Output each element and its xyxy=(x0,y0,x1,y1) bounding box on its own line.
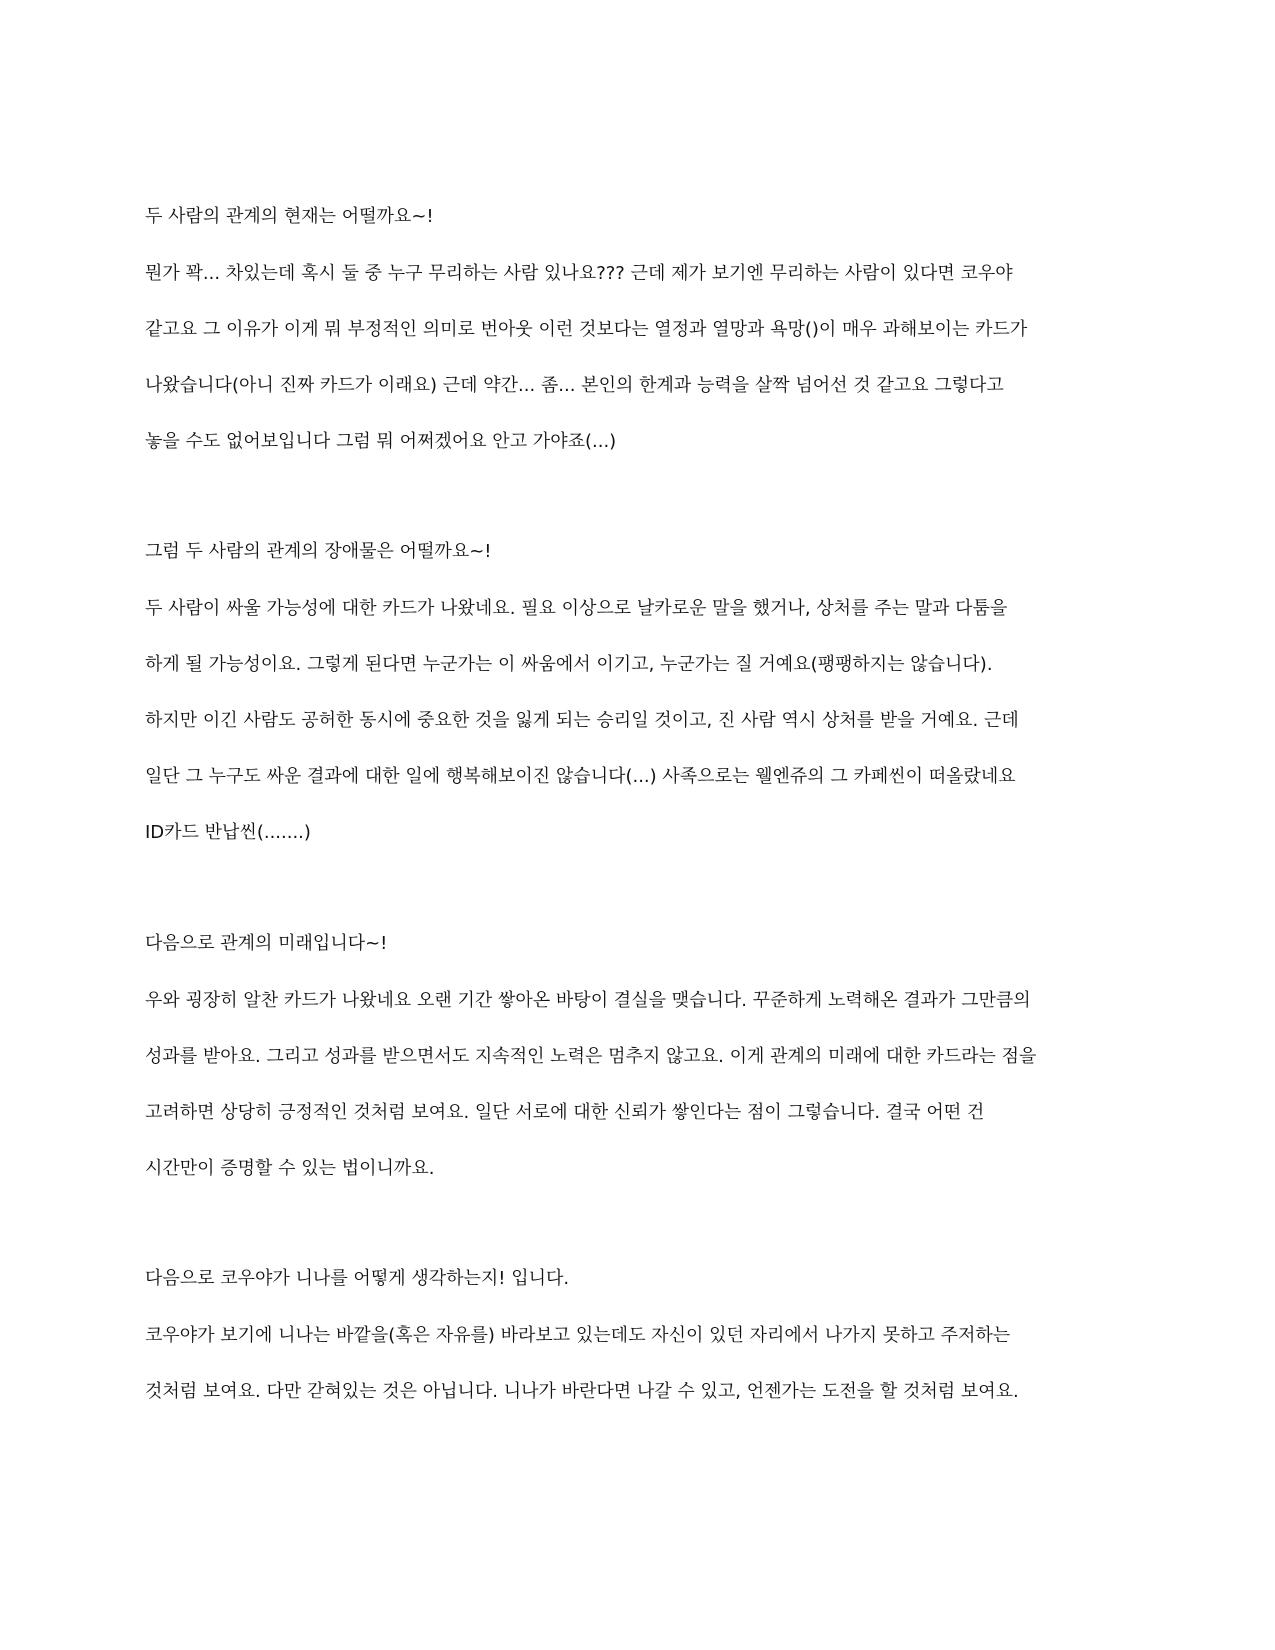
paragraph-line: 일단 그 누구도 싸운 결과에 대한 일에 행복해보이진 않습니다(...) 사족으로는 웰엔쥬의 그 카페씬이 떠올랐네요 xyxy=(145,766,1016,787)
paragraph-line: 나왔습니다(아니 진짜 카드가 이래요) 근데 약간... 좀... 본인의 한계과 능력을 살짝 넘어선 것 같고요 그렇다고 xyxy=(145,375,1004,396)
paragraph-line: ID카드 반납씬(.......) xyxy=(145,822,311,843)
paragraph-line: 시간만이 증명할 수 있는 법이니까요. xyxy=(145,1158,435,1179)
section-heading: 다음으로 관계의 미래입니다~! xyxy=(145,933,388,954)
paragraph-line: 놓을 수도 없어보입니다 그럼 뭐 어쩌겠어요 안고 가야죠(...) xyxy=(145,431,617,452)
paragraph-line: 고려하면 상당히 긍정적인 것처럼 보여요. 일단 서로에 대한 신뢰가 쌓인다는 점이 그렇습니다. 결국 어떤 건 xyxy=(145,1102,985,1123)
paragraph-line: 성과를 받아요. 그리고 성과를 받으면서도 지속적인 노력은 멈추지 않고요. 이게 관계의 미래에 대한 카드라는 점을 xyxy=(145,1046,1037,1067)
paragraph-line: 하게 될 가능성이요. 그렇게 된다면 누군가는 이 싸움에서 이기고, 누군가는 질 거예요(팽팽하지는 않습니다). xyxy=(145,654,993,675)
section-heading: 다음으로 코우야가 니나를 어떻게 생각하는지! 입니다. xyxy=(145,1268,570,1289)
paragraph-line: 두 사람이 싸울 가능성에 대한 카드가 나왔네요. 필요 이상으로 날카로운 말을 했거나, 상처를 주는 말과 다툼을 xyxy=(145,598,1008,619)
paragraph-line: 우와 굉장히 알찬 카드가 나왔네요 오랜 기간 쌓아온 바탕이 결실을 맺습니다. 꾸준하게 노력해온 결과가 그만큼의 xyxy=(145,990,1031,1011)
paragraph-line: 것처럼 보여요. 다만 갇혀있는 것은 아닙니다. 니나가 바란다면 나갈 수 있고, 언젠가는 도전을 할 것처럼 보여요. xyxy=(145,1381,1019,1402)
paragraph-line: 뭔가 꽉... 차있는데 혹시 둘 중 누구 무리하는 사람 있나요??? 근데 제가 보기엔 무리하는 사람이 있다면 코우야 xyxy=(145,263,1013,284)
paragraph-line: 코우야가 보기에 니나는 바깥을(혹은 자유를) 바라보고 있는데도 자신이 있던 자리에서 나가지 못하고 주저하는 xyxy=(145,1325,1011,1346)
section-heading: 두 사람의 관계의 현재는 어떨까요~! xyxy=(145,206,434,227)
paragraph-line: 하지만 이긴 사람도 공허한 동시에 중요한 것을 잃게 되는 승리일 것이고, 진 사람 역시 상처를 받을 거예요. 근데 xyxy=(145,710,1019,731)
section-heading: 그럼 두 사람의 관계의 장애물은 어떨까요~! xyxy=(145,541,492,562)
paragraph-line: 같고요 그 이유가 이게 뭐 부정적인 의미로 번아웃 이런 것보다는 열정과 열망과 욕망()이 매우 과해보이는 카드가 xyxy=(145,319,1028,340)
